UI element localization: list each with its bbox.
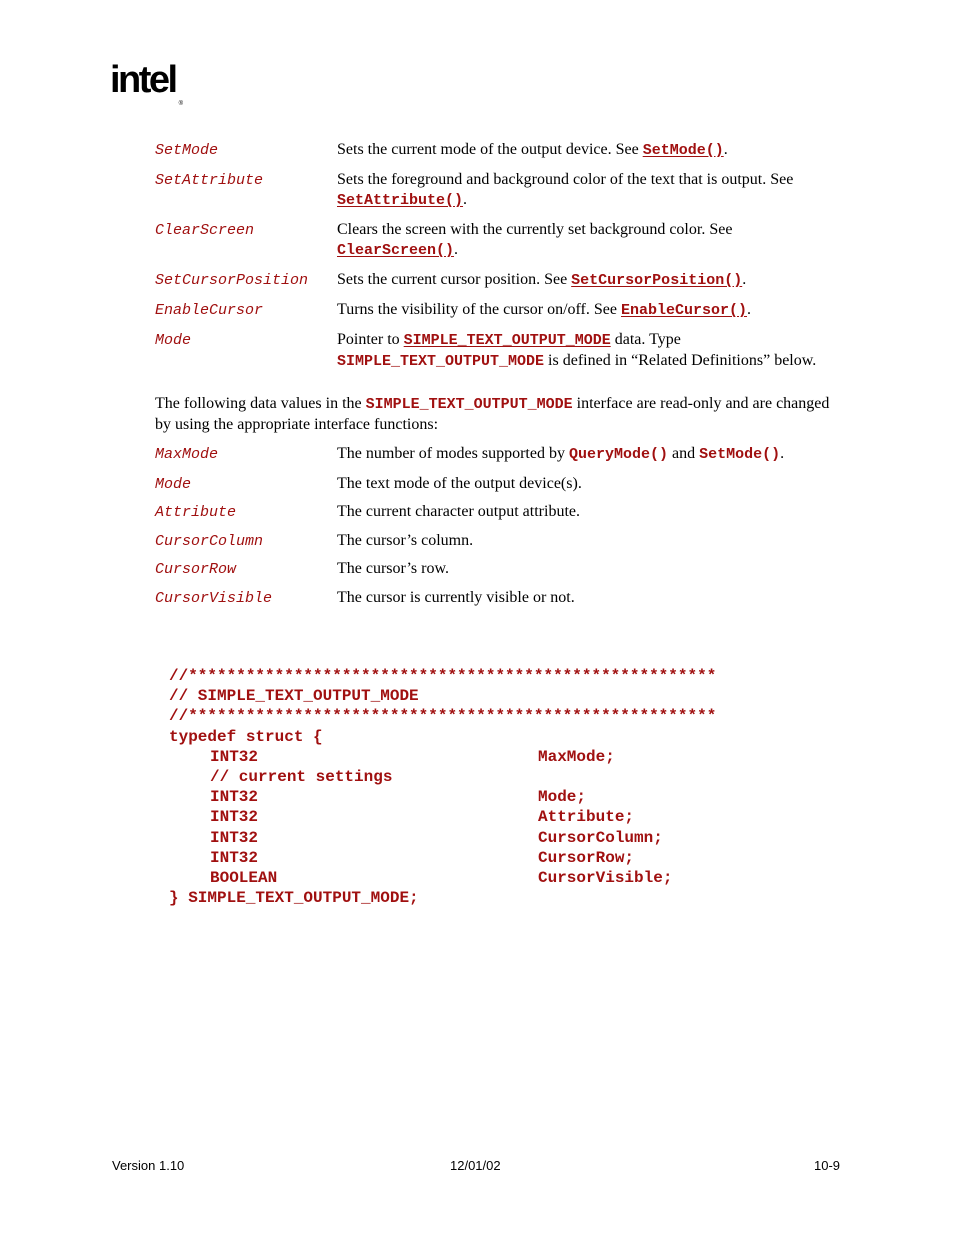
definition-description [337,270,833,291]
definition-description [337,588,833,608]
description-text: Sets the foreground and background color of the text that is output. See [337,171,794,188]
definition-description [337,170,833,211]
code-line [169,727,716,747]
cross-reference-link[interactable]: EnableCursor() [620,302,748,319]
code-field-name: CursorColumn; [538,828,663,847]
description-text: Sets the current mode of the output device. See [337,141,643,158]
footer-version: Version 1.10 [112,1158,185,1173]
definition-description [337,444,833,465]
description-text: . [742,271,747,288]
code-line [169,868,716,888]
description-text: . [747,301,752,318]
description-text: Clears the screen with the currently set background color. See [337,221,733,238]
code-line-text: INT32 [210,848,259,867]
definition-row [155,140,835,161]
code-identifier: SetMode() [699,446,781,463]
code-line [169,747,716,767]
description-text: The current character output attribute. [337,503,580,520]
definition-description [337,220,833,261]
code-line-text: //******************************************************* [169,667,717,685]
definition-term: CursorVisible [155,589,273,607]
definition-term: Mode [155,332,192,349]
description-text: The cursor’s column. [337,531,474,549]
code-line [169,686,716,706]
code-block [169,666,716,908]
code-line [169,888,716,908]
description-text: data. Type [610,331,681,348]
definition-row [155,170,835,211]
registered-mark: ® [178,101,184,107]
description-text: Turns the visibility of the cursor on/off. See [337,301,621,318]
definition-row [155,588,835,608]
code-line-text: BOOLEAN [210,868,278,887]
code-field-name: MaxMode; [538,747,615,766]
description-text: Sets the current cursor position. See [337,271,572,288]
code-line-text: // current settings [210,767,393,786]
cross-reference-link[interactable]: SetAttribute() [337,192,464,209]
definition-row [155,220,835,261]
definition-description [337,531,833,551]
definition-row [155,300,835,321]
definition-row [155,559,835,579]
description-text: The text mode of the output device(s). [337,474,582,492]
code-identifier: SIMPLE_TEXT_OUTPUT_MODE [337,353,545,370]
description-text: The following data values in the [155,395,366,412]
intel-logo [110,59,184,107]
code-line [169,787,716,807]
definition-term: MaxMode [155,446,219,463]
data-values-list [155,444,835,608]
code-line [169,807,716,827]
code-line-text: INT32 [210,747,259,766]
intel-logo-text: intel [110,59,176,101]
definition-row [155,502,835,522]
code-field-name: Attribute; [538,808,635,827]
code-line-text: //******************************************************* [169,707,717,726]
definition-term: EnableCursor [155,302,264,319]
definition-description [337,330,833,372]
definition-term: SetAttribute [155,172,264,189]
cross-reference-link[interactable]: SetCursorPosition() [571,272,743,289]
description-text: . [780,445,785,462]
description-text: . [454,241,459,258]
code-field-name: CursorRow; [538,848,635,867]
definition-term: Attribute [155,504,237,521]
cross-reference-link[interactable]: SetMode() [642,142,724,159]
description-text: interface are read-only and are changed by using the appropriate interface functions: [155,395,830,433]
definition-description [337,502,833,522]
definition-description [337,559,833,579]
description-text: Pointer to [337,331,404,348]
definition-term: CursorRow [155,561,237,578]
code-line [169,828,716,848]
code-line [169,706,716,726]
definition-term: ClearScreen [155,222,255,239]
description-text: The cursor is currently visible or not. [337,588,575,606]
description-text: The number of modes supported by [337,445,569,462]
code-line-text: typedef struct { [169,727,323,746]
description-text: . [723,141,728,158]
definition-term: CursorColumn [155,532,264,550]
definition-row [155,531,835,551]
code-field-name: Mode; [538,788,587,807]
code-field-name: CursorVisible; [538,868,673,887]
code-line-text: INT32 [210,808,259,827]
code-line [169,848,716,868]
description-text: . [463,191,468,208]
definition-description [337,474,833,494]
protocol-members-list [155,140,835,372]
code-line-text: INT32 [210,828,259,847]
description-text: and [667,445,700,462]
definition-description [337,300,833,321]
definition-description [337,140,833,161]
cross-reference-link[interactable]: ClearScreen() [337,242,455,259]
code-line-text: INT32 [210,788,259,807]
code-line [169,767,716,787]
definition-term: SetMode [155,142,219,159]
code-line-text: // SIMPLE_TEXT_OUTPUT_MODE [169,687,419,706]
definition-row [155,330,835,372]
definition-term: Mode [155,475,192,493]
footer-page-number: 10-9 [814,1158,841,1173]
description-text: is defined in “Related Definitions” below. [544,352,817,369]
code-line-text: } SIMPLE_TEXT_OUTPUT_MODE; [169,889,419,908]
intro-paragraph [155,394,840,435]
description-text: The cursor’s row. [337,560,449,577]
code-identifier: QueryMode() [568,446,668,463]
definition-row [155,444,835,465]
code-line [169,666,716,686]
code-identifier: SIMPLE_TEXT_OUTPUT_MODE [365,396,573,413]
definition-term: SetCursorPosition [155,272,309,289]
definition-row [155,270,835,291]
definition-row [155,474,835,494]
cross-reference-link[interactable]: SIMPLE_TEXT_OUTPUT_MODE [403,332,611,349]
footer-date: 12/01/02 [450,1158,501,1173]
